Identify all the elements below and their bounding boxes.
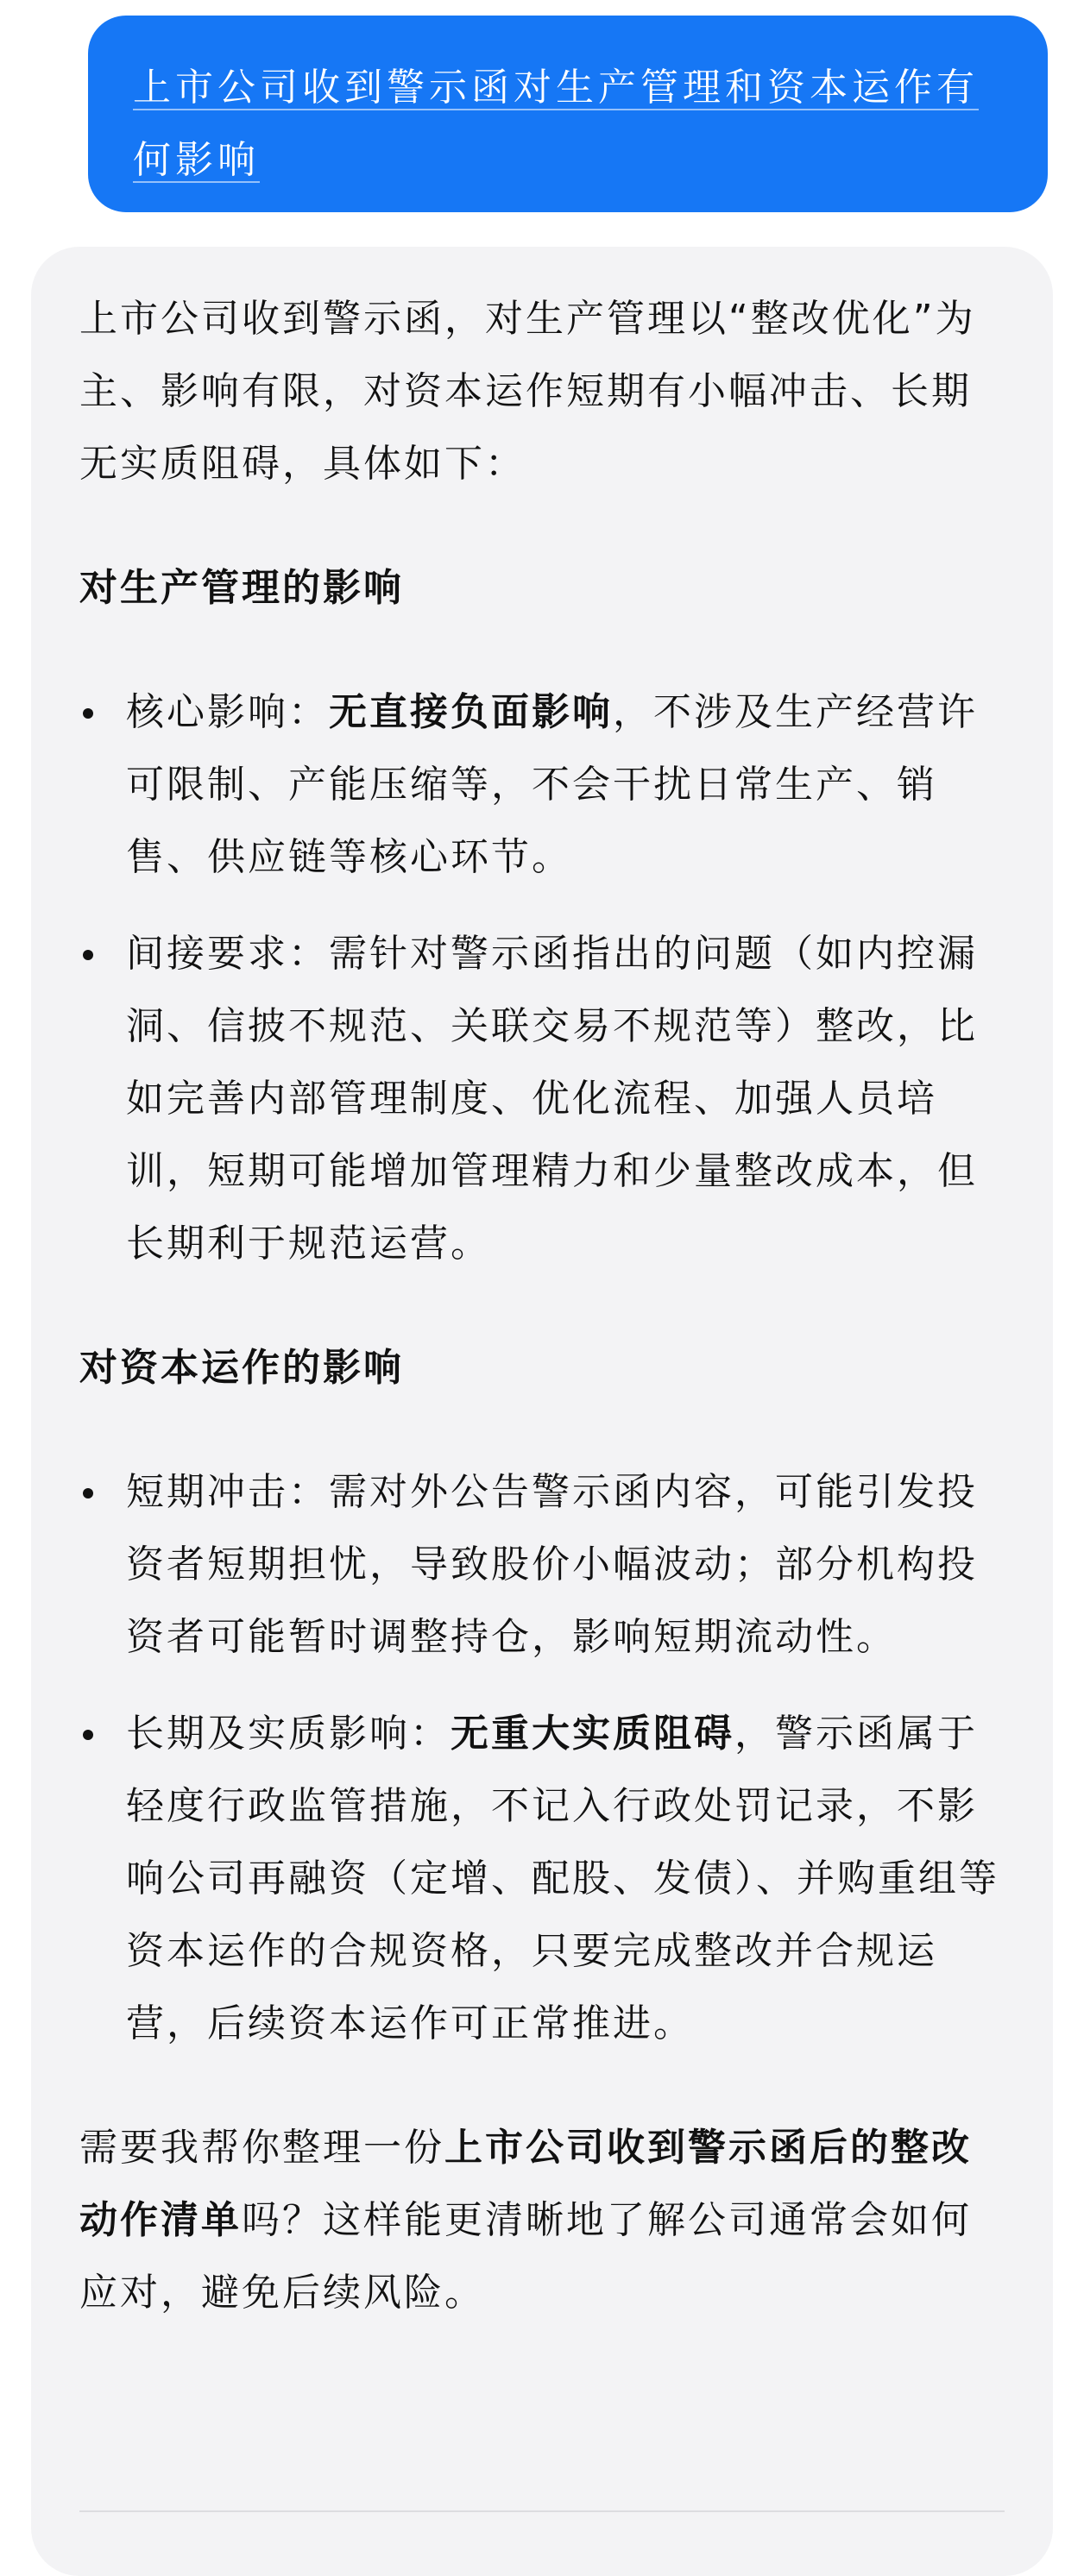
list-item: [79, 1456, 1005, 1674]
list-item: [79, 918, 1005, 1280]
closing-text-before: 需要我帮你整理一份: [79, 2126, 444, 2170]
bullet-dot-icon: [83, 708, 93, 719]
item-bold-text: 无直接负面影响: [329, 690, 613, 734]
bullet-dot-icon: [83, 1730, 93, 1740]
item-label: 核心影响：: [126, 690, 329, 734]
item-text: 需对外公告警示函内容，可能引发投资者短期担忧，导致股价小幅波动；部分机构投资者可能暂时调整持仓，影响短期流动性。: [126, 1470, 978, 1659]
capital-impact-list: [79, 1456, 1005, 2060]
reply-intro: 上市公司收到警示函，对生产管理以“整改优化”为主、影响有限，对资本运作短期有小幅冲击、长期无实质阻碍，具体如下：: [79, 297, 976, 486]
section-heading-production: 对生产管理的影响: [79, 566, 404, 610]
section-heading-capital: 对资本运作的影响: [79, 1346, 404, 1390]
bullet-dot-icon: [83, 1488, 93, 1498]
divider: [79, 2510, 1005, 2512]
bullet-dot-icon: [83, 950, 93, 960]
closing-bold-text: 上市公司收到警示函后的整改动作清单: [79, 2126, 972, 2242]
item-text: ，不涉及生产经营许可限制、产能压缩等，不会干扰日常生产、销售、供应链等核心环节。: [126, 690, 978, 879]
item-label: 间接要求：: [126, 932, 329, 976]
list-item: [79, 676, 1005, 894]
item-bold-text: 无重大实质阻碍: [451, 1712, 734, 1756]
reply-closing: [79, 2112, 1005, 2329]
item-label: 长期及实质影响：: [126, 1712, 451, 1756]
assistant-reply-card: [31, 247, 1053, 2576]
item-text: ，警示函属于轻度行政监管措施，不记入行政处罚记录，不影响公司再融资（定增、配股、发债）、并购重组等资本运作的合规资格，只要完成整改并合规运营，后续资本运作可正常推进。: [126, 1712, 999, 2045]
user-message-bubble: [88, 16, 1048, 212]
list-item: [79, 1698, 1005, 2060]
item-label: 短期冲击：: [126, 1470, 329, 1514]
item-text: 需针对警示函指出的问题（如内控漏洞、信披不规范、关联交易不规范等）整改，比如完善内部管理制度、优化流程、加强人员培训，短期可能增加管理精力和少量整改成本，但长期利于规范运营。: [126, 932, 978, 1266]
closing-text-after: 吗？这样能更清晰地了解公司通常会如何应对，避免后续风险。: [79, 2198, 972, 2315]
production-impact-list: [79, 676, 1005, 1280]
user-message-text[interactable]: 上市公司收到警示函对生产管理和资本运作有何影响: [133, 66, 979, 182]
